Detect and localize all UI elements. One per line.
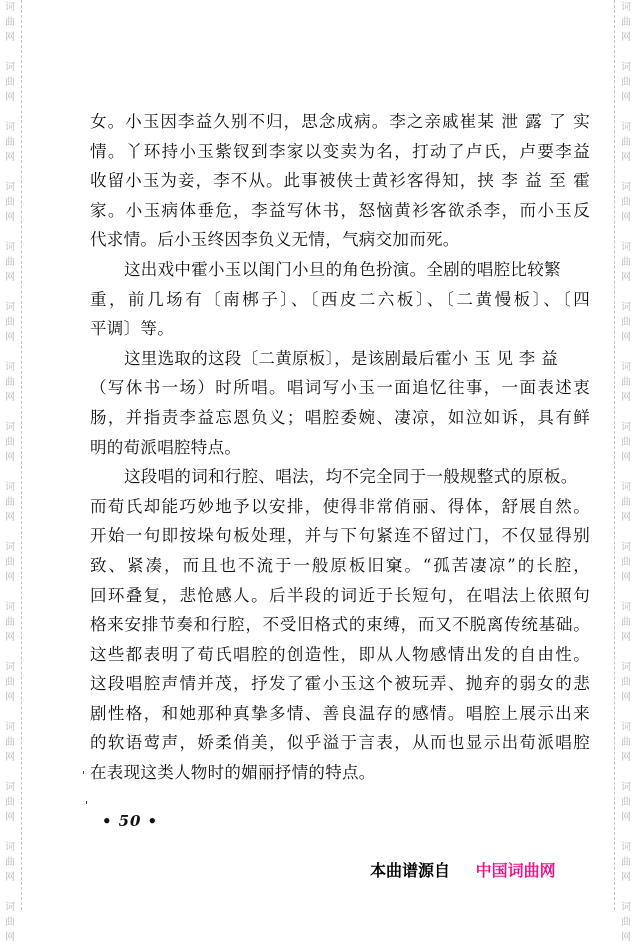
watermark-char: 词 [5,2,15,13]
text-line: 在表现这类人物时的媚丽抒情的特点。 [90,763,376,783]
watermark-char: 词 [621,842,631,853]
right-watermark-margin [614,0,635,943]
text-line: 肠，并指责李益忘恩负义；唱腔委婉、凄凉，如泣如诉，具有鲜 [90,407,590,427]
watermark-char: 网 [5,212,15,223]
watermark-char: 网 [5,752,15,763]
text-line: 致、紧凑，而且也不流于一般原板旧窠。“孤苦凄凉”的长腔， [90,555,590,575]
watermark-char: 词 [621,62,631,73]
watermark-char: 曲 [621,677,631,688]
watermark-char: 词 [621,662,631,673]
text-line: 明的荀派唱腔特点。 [90,437,242,457]
watermark-char: 曲 [5,797,15,808]
watermark-char: 词 [5,182,15,193]
watermark-char: 网 [621,92,631,103]
watermark-char: 词 [5,722,15,733]
watermark-char: 网 [621,812,631,823]
watermark-char: 曲 [621,617,631,628]
watermark-group [619,840,633,885]
watermark-char: 词 [621,182,631,193]
watermark-char: 词 [621,542,631,553]
watermark-char: 曲 [621,737,631,748]
watermark-group [3,360,17,405]
watermark-char: 词 [621,362,631,373]
watermark-char: 曲 [621,857,631,868]
watermark-char: 词 [621,122,631,133]
watermark-char: 曲 [621,257,631,268]
watermark-char: 曲 [5,17,15,28]
watermark-char: 词 [621,902,631,913]
watermark-char: 网 [5,692,15,703]
watermark-group [3,540,17,585]
scan-artifact [86,801,87,804]
watermark-char: 词 [621,602,631,613]
text-line: 回环叠复，悲怆感人。后半段的词近于长短句，在唱法上依照句 [90,585,590,605]
watermark-group [619,660,633,705]
watermark-char: 曲 [5,137,15,148]
watermark-char: 网 [5,872,15,883]
watermark-char: 词 [5,842,15,853]
watermark-char: 网 [5,932,15,943]
watermark-char: 网 [621,692,631,703]
watermark-char: 网 [5,32,15,43]
page-number-value: 50 [118,812,142,830]
source-label: 本曲谱源自 [370,861,451,880]
watermark-char: 网 [621,392,631,403]
watermark-char: 网 [5,452,15,463]
watermark-char: 网 [5,572,15,583]
watermark-group [619,60,633,105]
watermark-char: 词 [621,2,631,13]
watermark-char: 网 [5,332,15,343]
watermark-char: 网 [621,572,631,583]
watermark-group [3,180,17,225]
watermark-group [619,0,633,45]
watermark-char: 曲 [5,617,15,628]
watermark-group [619,720,633,765]
watermark-char: 词 [5,362,15,373]
watermark-char: 词 [621,302,631,313]
text-line: 剧性格，和她那种真挚多情、善良温存的感情。唱腔上展示出来 [90,703,590,723]
watermark-char: 曲 [621,317,631,328]
watermark-char: 曲 [621,437,631,448]
text-line: 这些都表明了荀氏唱腔的创造性，即从人物感情出发的自由性。 [90,644,590,664]
text-line: 平调〕等。 [90,319,174,339]
watermark-char: 网 [621,32,631,43]
watermark-char: 词 [5,782,15,793]
text-line: 格来安排节奏和行腔，不受旧格式的束缚，而又不脱离传统基础。 [90,615,590,635]
text-line: 情。丫环持小玉紫钗到李家以变卖为名，打动了卢氏，卢要李益 [90,141,590,161]
left-margin-divider [21,0,22,910]
watermark-group [619,240,633,285]
text-line: 重，前几场有〔南梆子〕、〔西皮二六板〕、〔二黄慢板〕、〔四 [90,289,590,309]
watermark-group [3,840,17,885]
watermark-char: 网 [621,872,631,883]
watermark-char: 曲 [5,677,15,688]
watermark-char: 曲 [621,797,631,808]
text-line: （写休书一场）时所唱。唱词写小玉一面追忆往事，一面表述衷 [90,378,590,398]
watermark-char: 曲 [621,17,631,28]
text-line: 女。小玉因李益久别不归，思念成病。李之亲戚崔某 泄 露 了 实 [90,112,590,131]
watermark-char: 词 [5,302,15,313]
watermark-char: 词 [621,722,631,733]
watermark-group [619,540,633,585]
watermark-char: 曲 [621,197,631,208]
watermark-group [3,240,17,285]
watermark-char: 词 [621,782,631,793]
watermark-char: 曲 [5,857,15,868]
watermark-group [3,720,17,765]
watermark-char: 网 [621,452,631,463]
text-line: 开始一句即按垛句板处理，并与下句紧连不留过门，不仅显得别 [90,526,590,546]
watermark-char: 词 [5,242,15,253]
watermark-char: 网 [621,752,631,763]
paragraph-start-line: 这出戏中霍小玉以闺门小旦的角色扮演。全剧的唱腔比较繁 [124,259,561,279]
watermark-group [3,780,17,825]
watermark-char: 词 [5,662,15,673]
watermark-group [3,660,17,705]
watermark-group [619,600,633,645]
watermark-char: 曲 [621,137,631,148]
page-number [96,812,164,830]
watermark-group [619,300,633,345]
watermark-char: 曲 [5,917,15,928]
text-line: 收留小玉为妾，李不从。此事被侠士黄衫客得知，挟 李 益 至 霍 [90,171,590,191]
watermark-char: 词 [5,422,15,433]
watermark-char: 词 [5,542,15,553]
watermark-group [619,900,633,945]
watermark-group [3,120,17,165]
watermark-char: 曲 [5,377,15,388]
watermark-char: 词 [621,242,631,253]
watermark-char: 网 [621,272,631,283]
watermark-group [3,300,17,345]
watermark-char: 网 [5,812,15,823]
text-line: 这段唱腔声情并茂，抒发了霍小玉这个被玩弄、抛弃的弱女的悲 [90,674,590,694]
watermark-char: 网 [621,632,631,643]
watermark-char: 词 [5,902,15,913]
left-watermark-margin [0,0,20,943]
source-credit [370,858,556,881]
watermark-group [619,420,633,465]
watermark-group [619,360,633,405]
right-margin-divider [614,0,615,910]
bullet-icon: • [102,812,113,830]
scan-artifact [83,771,84,774]
watermark-char: 曲 [5,437,15,448]
bullet-icon: • [147,812,159,830]
watermark-char: 曲 [5,737,15,748]
watermark-char: 曲 [621,557,631,568]
text-line: 的软语莺声，娇柔俏美，似乎溢于言表，从而也显示出荀派唱腔 [90,733,590,753]
watermark-group [3,420,17,465]
text-line: 代求情。后小玉终因李负义无情，气病交加而死。 [90,230,460,250]
watermark-char: 曲 [621,917,631,928]
watermark-char: 曲 [621,377,631,388]
paragraph-start-line: 这里选取的这段〔二黄原板〕，是该剧最后霍小 玉 见 李 益 [124,348,558,368]
watermark-char: 网 [621,332,631,343]
watermark-char: 词 [5,122,15,133]
watermark-char: 网 [621,512,631,523]
watermark-group [619,180,633,225]
watermark-char: 网 [5,152,15,163]
paragraph-start-line: 这段唱的词和行腔、唱法，均不完全同于一般规整式的原板。 [124,467,578,487]
watermark-char: 词 [5,62,15,73]
watermark-char: 网 [5,632,15,643]
watermark-char: 网 [621,212,631,223]
watermark-char: 曲 [5,197,15,208]
text-line: 家。小玉病体垂危，李益写休书，怒恼黄衫客欲杀李，而小玉反 [90,200,590,220]
watermark-char: 词 [621,482,631,493]
watermark-char: 曲 [621,77,631,88]
watermark-char: 网 [5,392,15,403]
watermark-char: 曲 [5,557,15,568]
watermark-group [619,480,633,525]
watermark-group [619,120,633,165]
watermark-char: 词 [621,422,631,433]
watermark-char: 词 [5,482,15,493]
watermark-group [3,480,17,525]
watermark-char: 词 [5,602,15,613]
watermark-group [619,780,633,825]
watermark-char: 曲 [5,497,15,508]
source-site-link[interactable]: 中国词曲网 [475,861,556,880]
watermark-char: 网 [5,512,15,523]
watermark-char: 网 [621,932,631,943]
watermark-char: 曲 [5,317,15,328]
watermark-char: 曲 [5,257,15,268]
text-line: 而荀氏却能巧妙地予以安排，使得非常俏丽、得体，舒展自然。 [90,496,590,516]
watermark-char: 网 [621,152,631,163]
watermark-char: 网 [5,92,15,103]
document-body [90,107,590,788]
watermark-group [3,600,17,645]
watermark-char: 网 [5,272,15,283]
watermark-group [3,900,17,945]
watermark-char: 曲 [621,497,631,508]
watermark-group [3,0,17,45]
watermark-char: 曲 [5,77,15,88]
watermark-group [3,60,17,105]
